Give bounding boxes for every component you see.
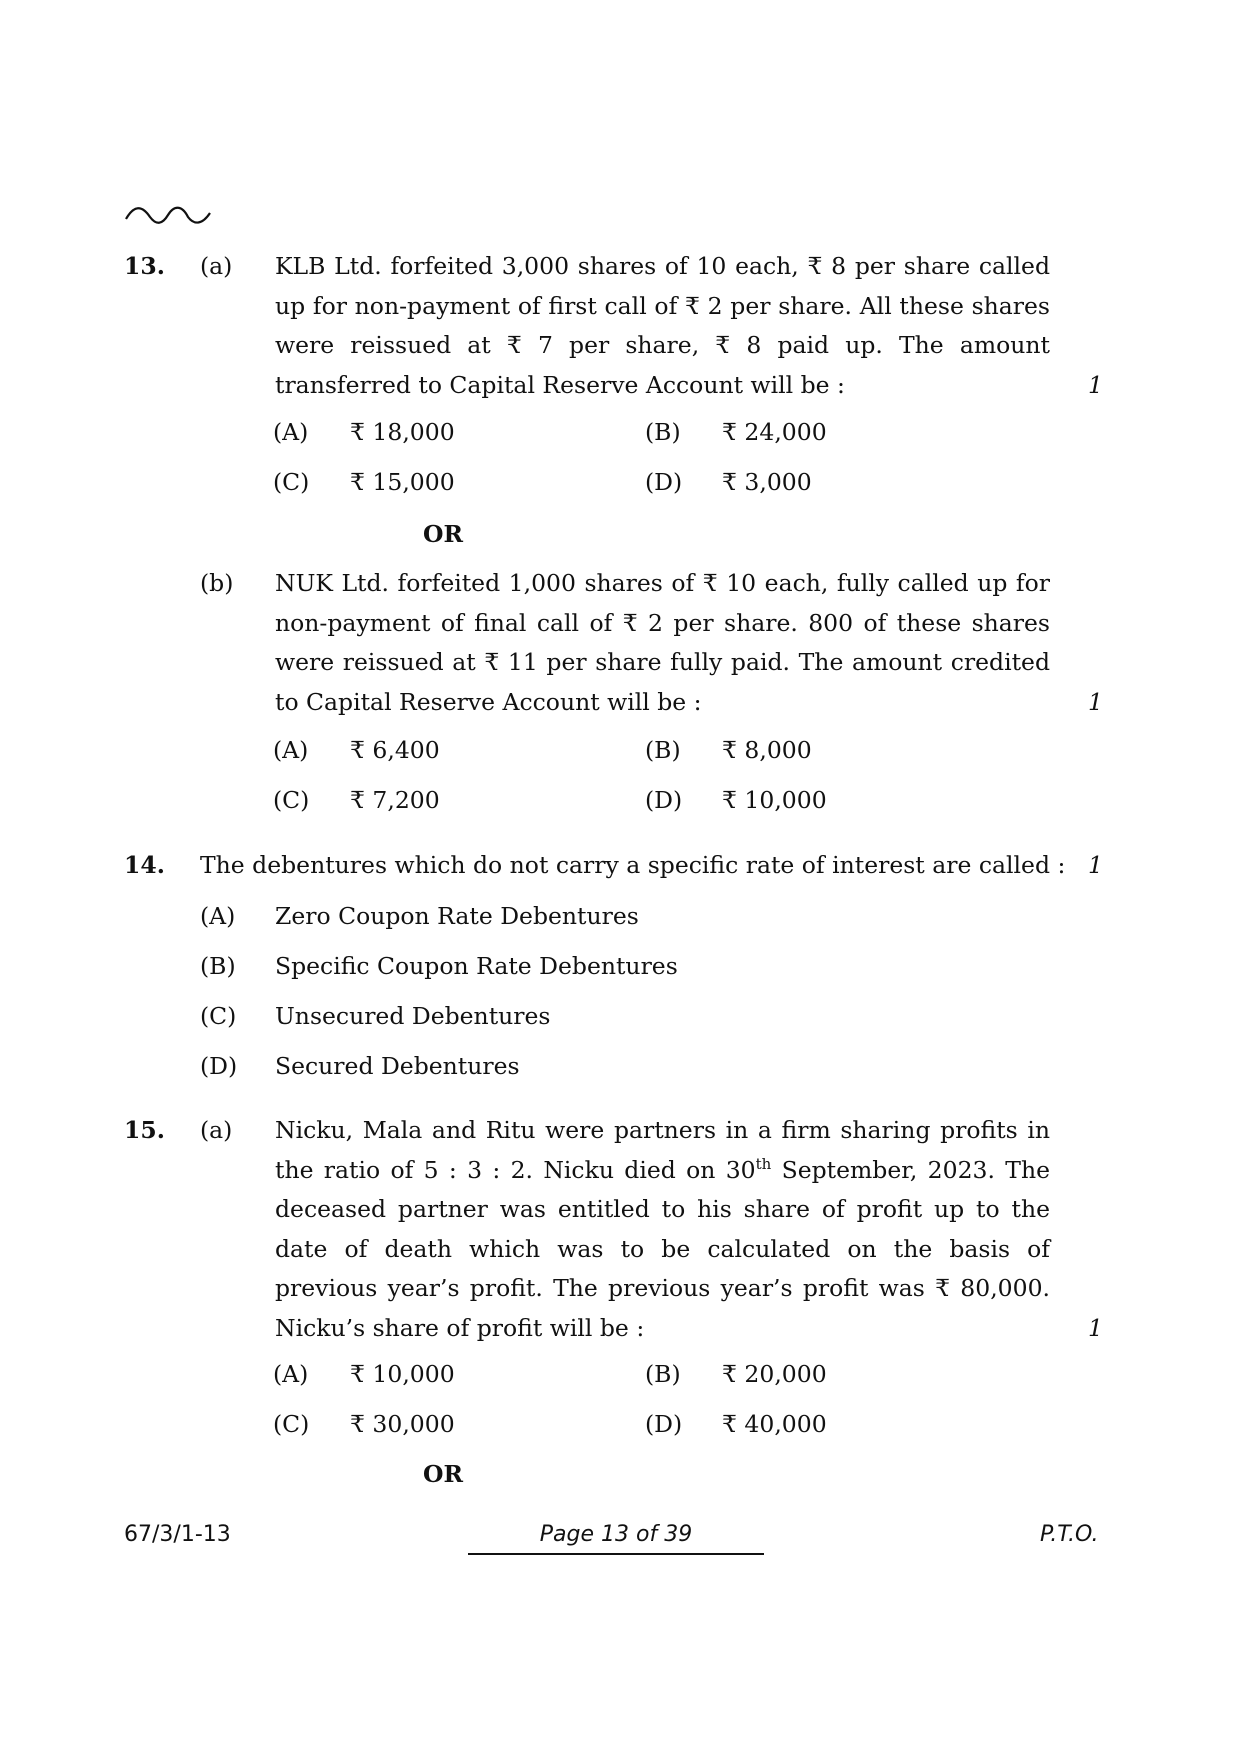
question-number: 14. xyxy=(124,851,165,879)
option-label: (D) xyxy=(645,1410,683,1438)
or-separator: OR xyxy=(423,520,464,548)
option-b[interactable] xyxy=(645,1359,827,1389)
option-d[interactable] xyxy=(200,1051,520,1081)
option-value: ₹ 18,000 xyxy=(350,418,455,446)
option-label: (C) xyxy=(273,786,310,814)
option-label: (D) xyxy=(645,468,683,496)
option-d[interactable] xyxy=(645,1409,827,1439)
option-label: (C) xyxy=(273,1410,310,1438)
option-label: (A) xyxy=(273,1360,309,1388)
option-b[interactable] xyxy=(200,951,678,981)
marks: 1 xyxy=(1088,371,1103,399)
part-label: (a) xyxy=(200,252,233,280)
option-label: (D) xyxy=(200,1052,238,1080)
option-value: ₹ 8,000 xyxy=(722,736,812,764)
option-c[interactable] xyxy=(273,467,455,497)
option-label: (C) xyxy=(200,1002,237,1030)
part-label: (a) xyxy=(200,1116,233,1144)
option-label: (B) xyxy=(645,1360,681,1388)
option-c[interactable] xyxy=(200,1001,551,1031)
marks: 1 xyxy=(1088,1314,1103,1342)
paper-code: 67/3/1-13 xyxy=(124,1522,231,1547)
option-value: Specific Coupon Rate Debentures xyxy=(275,952,678,980)
option-value: ₹ 3,000 xyxy=(722,468,812,496)
marks: 1 xyxy=(1088,688,1103,716)
option-value: ₹ 10,000 xyxy=(722,786,827,814)
question-number: 13. xyxy=(124,252,165,280)
marks: 1 xyxy=(1088,851,1103,879)
question-text: Nicku, Mala and Ritu were partners in a firm sharing profits in the ratio of 5 : 3 : 2. Nicku died on 30th September, 2023. The deceased partner was entitled to his share of profit up to the date of death which was to be calculated on the basis of previous year’s profit. The previous year’s profit was ₹ 80,000. Nicku’s share of profit will be : xyxy=(275,1116,1050,1342)
option-label: (B) xyxy=(645,736,681,764)
option-a[interactable] xyxy=(273,417,455,447)
option-d[interactable] xyxy=(645,467,812,497)
option-value: ₹ 30,000 xyxy=(350,1410,455,1438)
question-text: The debentures which do not carry a specific rate of interest are called : xyxy=(200,851,1066,879)
option-value: ₹ 10,000 xyxy=(350,1360,455,1388)
or-separator: OR xyxy=(423,1460,464,1488)
option-value: ₹ 40,000 xyxy=(722,1410,827,1438)
option-d[interactable] xyxy=(645,785,827,815)
option-value: ₹ 24,000 xyxy=(722,418,827,446)
option-value: Unsecured Debentures xyxy=(275,1002,551,1030)
option-value: Zero Coupon Rate Debentures xyxy=(275,902,639,930)
option-b[interactable] xyxy=(645,417,827,447)
page-number-underline xyxy=(468,1553,764,1555)
pto-label: P.T.O. xyxy=(1040,1522,1099,1547)
question-number: 15. xyxy=(124,1116,165,1144)
page-number: Page 13 of 39 xyxy=(539,1522,693,1547)
option-value: ₹ 15,000 xyxy=(350,468,455,496)
question-text: NUK Ltd. forfeited 1,000 shares of ₹ 10 each, fully called up for non-payment of final call of ₹ 2 per share. 800 of these shares were reissued at ₹ 11 per share fully paid. The amount credited to Capital Reserve Account will be : xyxy=(275,569,1050,716)
option-b[interactable] xyxy=(645,735,812,765)
option-label: (C) xyxy=(273,468,310,496)
option-label: (B) xyxy=(200,952,236,980)
option-label: (A) xyxy=(273,736,309,764)
option-value: ₹ 20,000 xyxy=(722,1360,827,1388)
option-c[interactable] xyxy=(273,1409,455,1439)
option-a[interactable] xyxy=(273,735,440,765)
part-label: (b) xyxy=(200,569,234,597)
option-label: (A) xyxy=(273,418,309,446)
wave-mark xyxy=(124,203,214,227)
question-text: KLB Ltd. forfeited 3,000 shares of 10 each, ₹ 8 per share called up for non-payment of first call of ₹ 2 per share. All these shares were reissued at ₹ 7 per share, ₹ 8 paid up. The amount transferred to Capital Reserve Account will be : xyxy=(275,252,1050,399)
option-value: Secured Debentures xyxy=(275,1052,520,1080)
option-value: ₹ 6,400 xyxy=(350,736,440,764)
option-label: (D) xyxy=(645,786,683,814)
option-a[interactable] xyxy=(273,1359,455,1389)
option-label: (A) xyxy=(200,902,236,930)
option-c[interactable] xyxy=(273,785,440,815)
option-label: (B) xyxy=(645,418,681,446)
option-a[interactable] xyxy=(200,901,639,931)
option-value: ₹ 7,200 xyxy=(350,786,440,814)
